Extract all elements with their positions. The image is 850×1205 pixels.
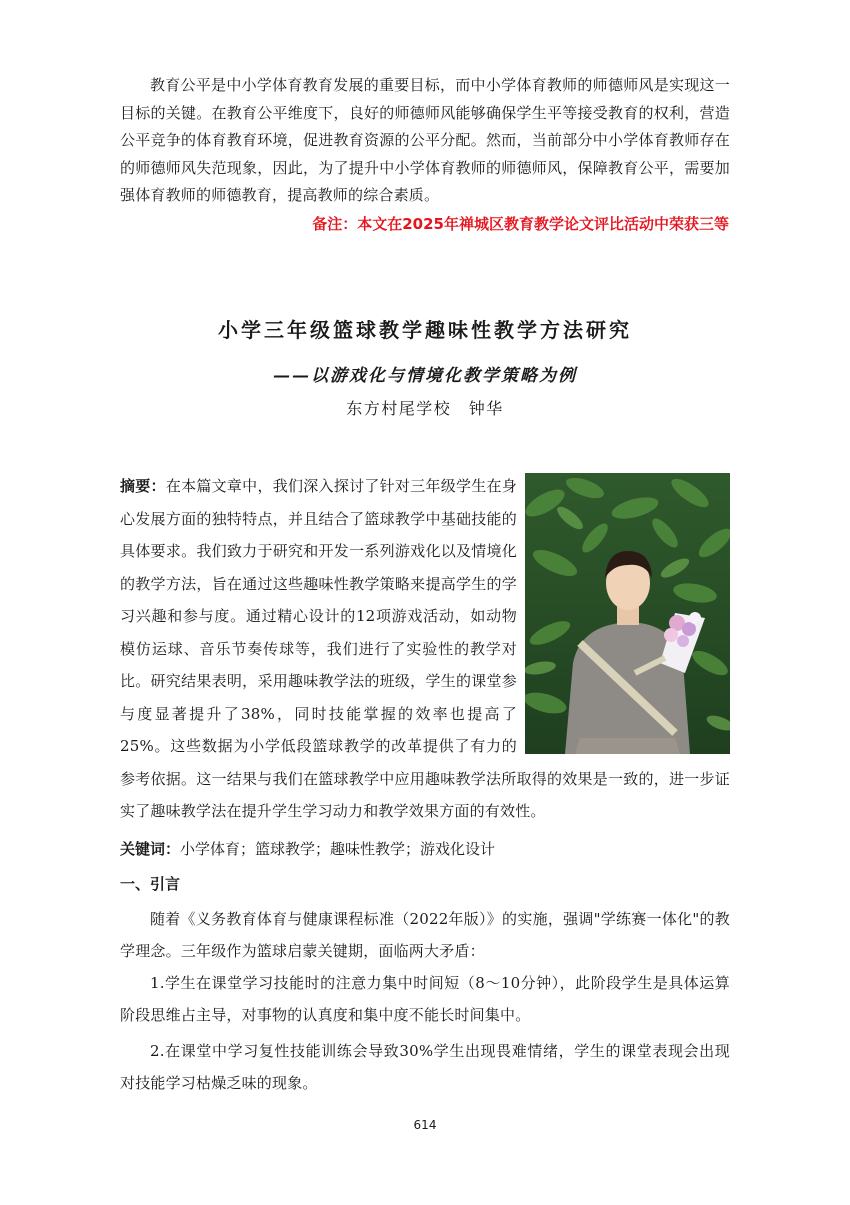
award-remark: 备注：本文在2025年禅城区教育教学论文评比活动中荣获三等 [312,215,729,233]
article-title: 小学三年级篮球教学趣味性教学方法研究 [218,318,632,342]
abstract-text: 在本篇文章中，我们深入探讨了针对三年级学生在身心发展方面的独特特点，并且结合了篮球教学中基础技能的具体要求。我们致力于研究和开发一系列游戏化以及情境化的教学方法，旨在通过这些趣味性教学策略来提高学生的学习兴趣和参与度。通过精心设计的12项游戏活动，如动物模仿运球、音乐节奏传球等，我们进行了实验性的教学对比。研究结果表明，采用趣味教学法的班级，学生的课堂参与度显著提升了38%，同时技能掌握的效率也提高了25%。这些数据为小学低段篮球教学的改革提供了有力的参考依据。这一结果与我们在篮球教学中应用趣味教学法所取得的效果是一致的，进一步证实了趣味教学法在提升学生学习动力和教学效果方面的有效性。 [120,477,730,820]
keywords [120,838,495,859]
abstract-label: 摘要： [120,477,166,495]
page-number: 614 [413,1118,437,1132]
author-photo [525,473,730,754]
paragraph-1: 随着《义务教育体育与健康课程标准（2022年版）》的实施，强调"学练赛一体化"的教学理念。三年级作为篮球启蒙关键期，面临两大矛盾： [120,910,730,960]
paragraph-2: 1.学生在课堂学习技能时的注意力集中时间短（8～10分钟），此阶段学生是具体运算阶段思维占主导，对事物的认真度和集中度不能长时间集中。 [120,974,730,1024]
article-subtitle: ——以游戏化与情境化教学策略为例 [273,366,577,386]
section-heading-introduction: 一、引言 [120,875,181,893]
keywords-label: 关键词： [120,840,181,858]
author-line: 东方村尾学校 钟华 [346,399,504,418]
intro-paragraph: 教育公平是中小学体育教育发展的重要目标，而中小学体育教师的师德师风是实现这一目标的关键。在教育公平维度下，良好的师德师风能够确保学生平等接受教育的权利，营造公平竞争的体育教育环境，促进教育资源的公平分配。然而，当前部分中小学体育教师存在的师德师风失范现象，因此，为了提升中小学体育教师的师德师风，保障教育公平，需要加强体育教师的师德教育，提高教师的综合素质。 [120,76,730,204]
paragraph-3: 2.在课堂中学习复性技能训练会导致30%学生出现畏难情绪，学生的课堂表现会出现对技能学习枯燥乏味的现象。 [120,1042,730,1092]
abstract [120,470,730,828]
keywords-text: 小学体育；篮球教学；趣味性教学；游戏化设计 [180,840,496,858]
